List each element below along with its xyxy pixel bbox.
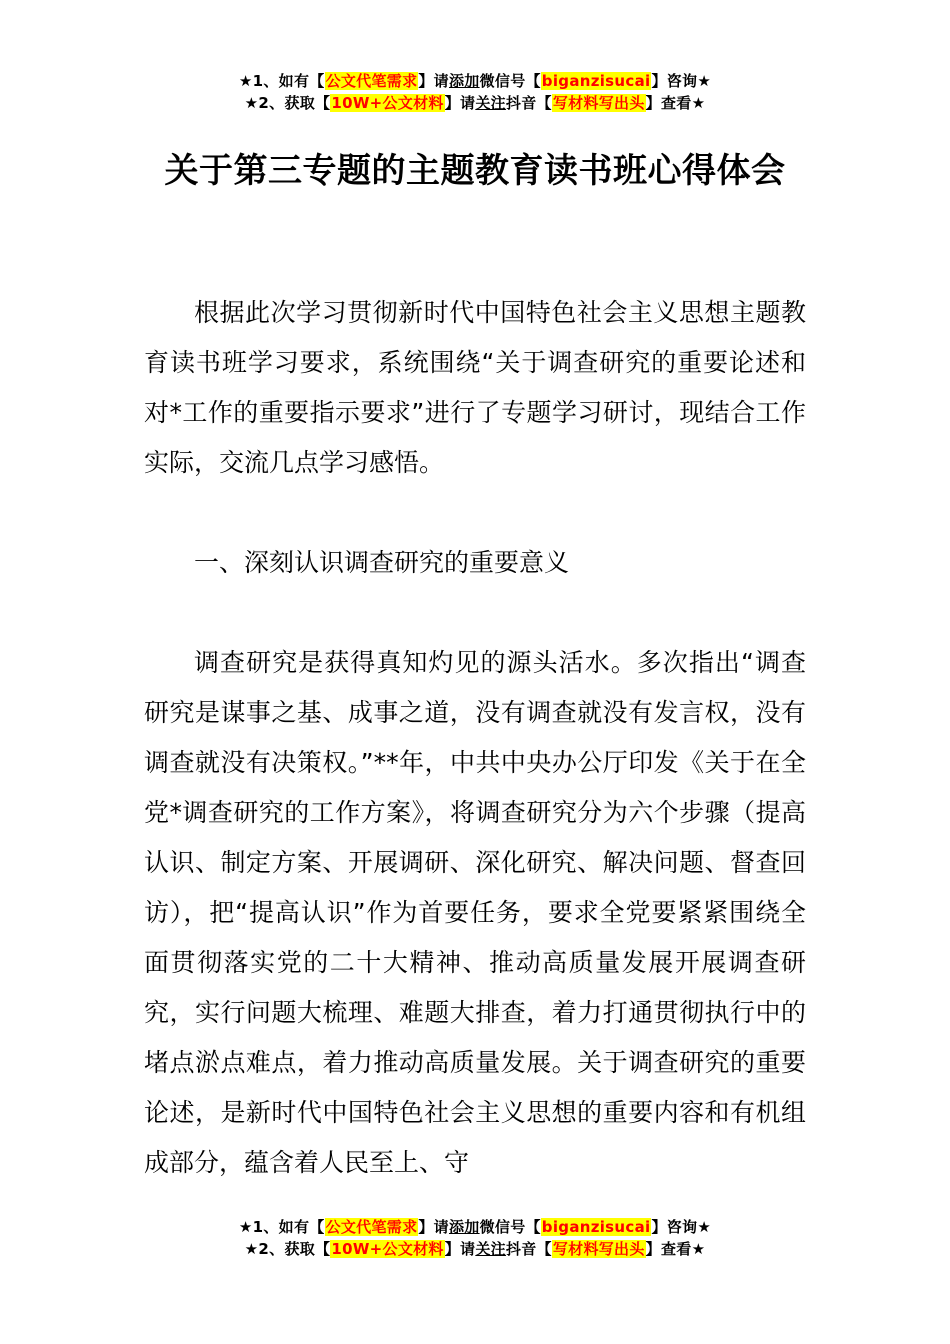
paragraph-body: 调查研究是获得真知灼见的源头活水。多次指出“调查研究是谋事之基、成事之道，没有调查就没有发言权，没有调查就没有决策权。”**年，中共中央办公厅印发《关于在全党*调查研究的工作方案》，将调查研究分为六个步骤（提高认识、制定方案、开展调研、深化研究、解决问题、督查回访），把“提高认识”作为首要任务，要求全党要紧紧围绕全面贯彻落实党的二十大精神、推动高质量发展开展调查研究，实行问题大梳理、难题大排查，着力打通贯彻执行中的堵点淤点难点，着力推动高质量发展。关于调查研究的重要论述，是新时代中国特色社会主义思想的重要内容和有机组成部分，蕴含着人民至上、守 bbox=[144, 648, 806, 1177]
paragraph-gap bbox=[144, 588, 806, 638]
document-body bbox=[144, 288, 806, 1188]
banner-text: 】请 bbox=[444, 1240, 476, 1258]
banner-line-2 bbox=[0, 1238, 950, 1260]
underlined-text: 添加 bbox=[448, 1218, 480, 1236]
banner-text: ★2、获取【 bbox=[244, 94, 331, 112]
banner-text: 抖音【 bbox=[505, 94, 552, 112]
banner-text: ★2、获取【 bbox=[244, 1240, 331, 1258]
paragraph-intro: 根据此次学习贯彻新时代中国特色社会主义思想主题教育读书班学习要求，系统围绕“关于调查研究的重要论述和对*工作的重要指示要求”进行了专题学习研讨，现结合工作实际，交流几点学习感悟。 bbox=[144, 298, 806, 477]
highlight-text: 公文代笔需求 bbox=[325, 1218, 418, 1236]
banner-text: 】查看★ bbox=[645, 1240, 706, 1258]
banner-line-2 bbox=[0, 92, 950, 114]
underlined-text: 关注 bbox=[475, 1240, 506, 1258]
highlight-text: 10W+公文材料 bbox=[331, 94, 444, 112]
document-title: 关于第三专题的主题教育读书班心得体会 bbox=[164, 151, 786, 191]
header-banner bbox=[0, 70, 950, 114]
highlight-text: 写材料写出头 bbox=[552, 1240, 645, 1258]
banner-text: 】咨询★ bbox=[651, 1218, 712, 1236]
banner-text: 】查看★ bbox=[645, 94, 706, 112]
banner-text: 】请 bbox=[444, 94, 476, 112]
highlight-text: 10W+公文材料 bbox=[331, 1240, 444, 1258]
underlined-text: 关注 bbox=[475, 94, 506, 112]
highlight-text: biganzisucai bbox=[541, 1218, 651, 1236]
banner-text: 】请 bbox=[418, 72, 449, 90]
banner-line-1 bbox=[0, 1216, 950, 1238]
banner-text: 】请 bbox=[418, 1218, 449, 1236]
underlined-text: 添加 bbox=[448, 72, 480, 90]
banner-text: 抖音【 bbox=[505, 1240, 552, 1258]
banner-text: 微信号【 bbox=[479, 72, 541, 90]
banner-text: ★1、如有【 bbox=[238, 72, 325, 90]
section-heading: 一、深刻认识调查研究的重要意义 bbox=[194, 548, 570, 577]
footer-banner bbox=[0, 1216, 950, 1260]
banner-text: 】咨询★ bbox=[651, 72, 712, 90]
highlight-text: biganzisucai bbox=[541, 72, 651, 90]
banner-text: 微信号【 bbox=[479, 1218, 541, 1236]
highlight-text: 公文代笔需求 bbox=[325, 72, 418, 90]
banner-text: ★1、如有【 bbox=[238, 1218, 325, 1236]
highlight-text: 写材料写出头 bbox=[552, 94, 645, 112]
banner-line-1 bbox=[0, 70, 950, 92]
paragraph-gap bbox=[144, 488, 806, 538]
